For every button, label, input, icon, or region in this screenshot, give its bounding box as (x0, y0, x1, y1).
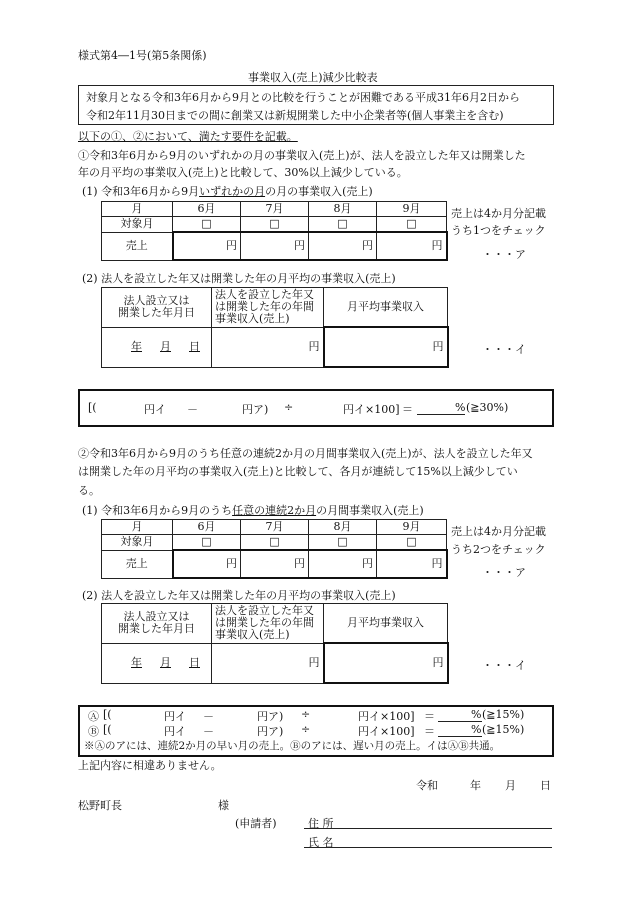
s1-mark-i: ・・・イ (482, 343, 526, 356)
header-monthly-average: 月平均事業収入 (324, 288, 448, 328)
annual-sales-field[interactable]: 円 (212, 643, 324, 683)
annual-sales-field[interactable]: 円 (212, 327, 324, 367)
month-9: 9月 (377, 202, 447, 217)
calc-a-open: [( (103, 708, 112, 721)
calc-b-minus: － (203, 725, 214, 738)
s2-para-2: は開業した年の月平均の事業収入(売上)と比較して、各月が連続して15%以上減少してい (78, 465, 518, 478)
s2-question-2: (2) 法人を設立した年又は開業した年の月平均の事業収入(売上) (82, 589, 396, 602)
header-founding-date: 法人設立又は 開業した年月日 (102, 288, 212, 328)
header-monthly-average: 月平均事業収入 (324, 604, 448, 644)
month-7: 7月 (241, 202, 309, 217)
calc-a-b[interactable]: 円ア) (257, 710, 284, 723)
s1-question-1: (1) 令和3年6月から9月いずれかの月の月の事業収入(売上) (82, 185, 373, 198)
month-6: 6月 (173, 202, 241, 217)
calc-b-c[interactable]: 円イ×100] (358, 725, 415, 738)
form-title: 事業収入(売上)減少比較表 (248, 71, 378, 84)
s1-calc-minus: － (187, 403, 198, 416)
s1-month-table (101, 201, 448, 261)
applicant-label: (申請者) (235, 817, 277, 830)
calc-b-a[interactable]: 円イ (164, 725, 186, 738)
date-era: 令和 (416, 779, 438, 792)
name-label: 氏 名 (308, 836, 334, 849)
s2-note-2: うち2つをチェック (451, 543, 546, 556)
monthly-average-field[interactable]: 円 (324, 643, 448, 683)
checkbox-september[interactable]: □ (377, 217, 447, 233)
header-annual-sales: 法人を設立した年又 は開業した年の年間 事業収入(売上) (212, 288, 324, 328)
s1-calc-div: ÷ (284, 401, 294, 414)
calc-a-c[interactable]: 円イ×100] (358, 710, 415, 723)
sales-july[interactable]: 円 (241, 232, 309, 260)
sales-june[interactable]: 円 (173, 550, 241, 578)
sales-august[interactable]: 円 (309, 232, 377, 260)
notice-line-2: 令和2年11月30日までの間に創業又は新規開業した中小企業者等(個人事業主を含む) (86, 109, 504, 122)
calc-a-eq: ＝ (424, 710, 435, 723)
calc-a-cond: (≧15%) (482, 708, 525, 721)
header-target: 対象月 (102, 217, 173, 233)
s1-calc-cond: (≧30%) (466, 401, 509, 414)
header-sales: 売上 (102, 550, 173, 578)
header-founding-date: 法人設立又は 開業した年月日 (102, 604, 212, 644)
s2-para-3: る。 (78, 484, 100, 497)
s2-mark-i: ・・・イ (482, 659, 526, 672)
calc-b-cond: (≧15%) (482, 723, 525, 736)
header-annual-sales: 法人を設立した年又 は開業した年の年間 事業収入(売上) (212, 604, 324, 644)
s2-note-1: 売上は4か月分記載 (451, 525, 546, 538)
sales-september[interactable]: 円 (377, 232, 447, 260)
checkbox-september[interactable]: □ (377, 535, 447, 551)
founding-date-field[interactable]: 年 月 日 (102, 643, 212, 683)
calc-a-pct: % (471, 708, 482, 721)
checkbox-august[interactable]: □ (309, 535, 377, 551)
s1-calc-b[interactable]: 円ア) (242, 403, 269, 416)
checkbox-july[interactable]: □ (241, 217, 309, 233)
sales-august[interactable]: 円 (309, 550, 377, 578)
month-9: 9月 (377, 520, 447, 535)
calc-b-b[interactable]: 円ア) (257, 725, 284, 738)
s1-para-2: 年の月平均の事業収入(売上)と比較して、30%以上減少している。 (78, 166, 408, 179)
header-month: 月 (102, 520, 173, 535)
calc-b-eq: ＝ (424, 725, 435, 738)
s1-calc-pct: % (455, 401, 466, 414)
checkbox-june[interactable]: □ (173, 217, 241, 233)
date-year[interactable]: 年 (470, 779, 481, 792)
founding-date-field[interactable]: 年 月 日 (102, 327, 212, 367)
s2-para-1: ②令和3年6月から9月のうち任意の連続2か月の月間事業収入(売上)が、法人を設立した年又 (78, 447, 533, 460)
s1-average-table (101, 287, 449, 368)
monthly-average-field[interactable]: 円 (324, 327, 448, 367)
s1-note-1: 売上は4か月分記載 (451, 207, 546, 220)
notice-line-1: 対象月となる令和3年6月から9月との比較を行うことが困難である平成31年6月2日から (86, 91, 520, 104)
month-6: 6月 (173, 520, 241, 535)
s2-average-table (101, 603, 449, 684)
s1-question-2: (2) 法人を設立した年又は開業した年の月平均の事業収入(売上) (82, 272, 396, 285)
s1-calc-a[interactable]: 円イ (144, 403, 166, 416)
sales-june[interactable]: 円 (173, 232, 241, 260)
month-8: 8月 (309, 520, 377, 535)
month-8: 8月 (309, 202, 377, 217)
s2-footnote: ※Ⓐのアには、連続2か月の早い月の売上。Ⓑのアには、遅い月の売上。イはⒶⒷ共通。 (84, 740, 501, 752)
calc-a-div: ÷ (301, 708, 311, 721)
name-field[interactable] (304, 834, 552, 848)
confirm-text: 上記内容に相違ありません。 (78, 759, 222, 772)
s1-para-1: ①令和3年6月から9月のいずれかの月の事業収入(売上)が、法人を設立した年又は開業した (78, 149, 526, 162)
s1-note-2: うち1つをチェック (451, 224, 546, 237)
address-field[interactable] (304, 815, 552, 829)
calc-b-mark: Ⓑ (88, 725, 99, 738)
header-target: 対象月 (102, 535, 173, 551)
header-sales: 売上 (102, 232, 173, 260)
date-month[interactable]: 月 (505, 779, 516, 792)
calc-b-div: ÷ (301, 723, 311, 736)
addressee-sama: 様 (218, 799, 229, 812)
checkbox-june[interactable]: □ (173, 535, 241, 551)
sales-july[interactable]: 円 (241, 550, 309, 578)
instruction-text: 以下の①、②において、満たす要件を記載。 (78, 130, 298, 143)
calc-a-a[interactable]: 円イ (164, 710, 186, 723)
header-month: 月 (102, 202, 173, 217)
checkbox-july[interactable]: □ (241, 535, 309, 551)
month-7: 7月 (241, 520, 309, 535)
s2-month-table (101, 519, 448, 579)
addressee-mayor: 松野町長 (78, 799, 122, 812)
s1-calc-c[interactable]: 円イ×100] (343, 403, 400, 416)
calc-b-pct: % (471, 723, 482, 736)
calc-b-open: [( (103, 723, 112, 736)
form-number: 様式第4―1号(第5条関係) (78, 49, 207, 62)
date-day[interactable]: 日 (540, 779, 551, 792)
s1-calc-eq: ＝ (402, 403, 413, 416)
sales-september[interactable]: 円 (377, 550, 447, 578)
s1-mark-a: ・・・ア (482, 248, 526, 261)
checkbox-august[interactable]: □ (309, 217, 377, 233)
s1-calc-open: [( (88, 401, 97, 414)
calc-a-mark: Ⓐ (88, 710, 99, 723)
s2-mark-a: ・・・ア (482, 566, 526, 579)
s2-question-1: (1) 令和3年6月から9月のうち任意の連続2か月の月間事業収入(売上) (82, 504, 424, 517)
address-label: 住 所 (308, 817, 334, 830)
calc-a-minus: － (203, 710, 214, 723)
